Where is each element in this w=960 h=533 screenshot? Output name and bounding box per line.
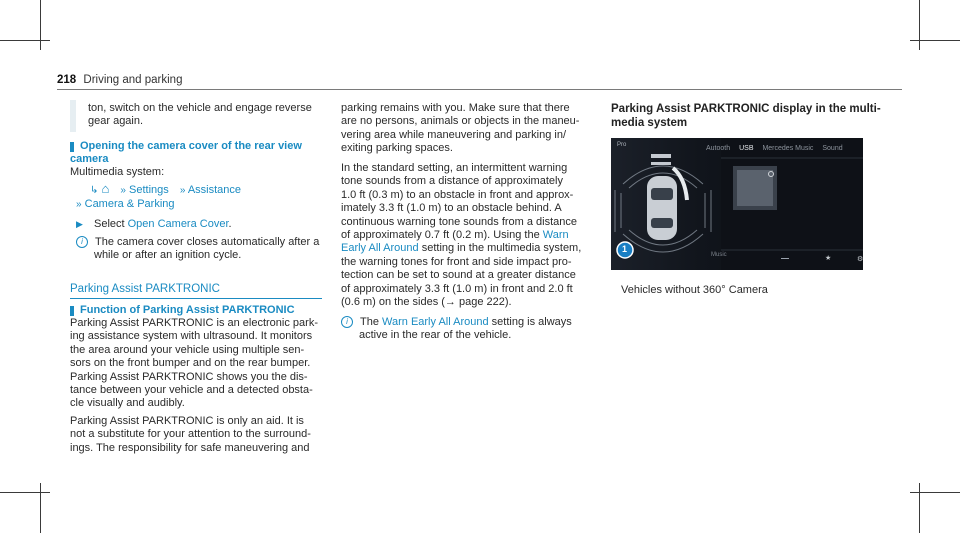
chevron-right-icon: » <box>120 185 126 196</box>
header-rule <box>57 89 902 90</box>
multimedia-screenshot <box>611 138 863 270</box>
continuation-bar <box>70 100 76 132</box>
svg-text:⚙: ⚙ <box>857 255 863 263</box>
tab-usb[interactable]: USB <box>739 145 754 152</box>
heading-function: Function of Parking Assist PARKTRONIC <box>80 304 295 316</box>
multimedia-label: Multimedia system: <box>70 166 165 178</box>
nav-settings[interactable]: Settings <box>129 184 169 196</box>
crop-mark <box>910 40 960 41</box>
crop-mark <box>0 492 50 493</box>
return-arrow-icon: ↳ <box>90 185 99 196</box>
crop-mark <box>40 483 41 533</box>
crop-mark <box>919 483 920 533</box>
select-step: ▶ Select Open Camera Cover. <box>76 218 232 230</box>
tab-bluetooth[interactable]: Autooth <box>706 145 731 152</box>
info-icon: i <box>76 236 88 248</box>
nav-path-1 <box>90 182 241 197</box>
nav-camera-parking[interactable]: Camera & Parking <box>84 198 175 210</box>
nav-path-2 <box>76 198 175 211</box>
page-header <box>57 74 182 86</box>
screen-tabs <box>706 145 843 152</box>
screen-bottom-label: Music <box>711 252 727 258</box>
col1-paragraph-2: Parking Assist PARKTRONIC is only an aid. It is not a substitute for your attention to the surround- ings. The responsibility for safe maneuvering and <box>70 415 311 454</box>
crop-mark <box>0 40 50 41</box>
info-icon: i <box>341 316 353 328</box>
section-parktronic: Parking Assist PARKTRONIC <box>70 283 220 295</box>
heading-camera-cover: Opening the camera cover of the rear view <box>80 140 302 152</box>
heading-marker <box>70 142 74 152</box>
col1-paragraph-1: Parking Assist PARKTRONIC is an electronic park- ing assistance system with ultrasound. It monitors the area around your vehicle using multiple sen- sors on the front bumper and on the rear bumper. Parking Assist PARKTRONIC shows you the dis- tance between your vehicle and a detected obsta- cle visually and audibly. <box>70 317 318 410</box>
page-number: 218 <box>57 74 77 86</box>
heading-marker <box>70 306 74 316</box>
open-camera-cover-link[interactable]: Open Camera Cover <box>127 218 229 230</box>
callout-number: 1 <box>622 244 628 254</box>
crop-mark <box>919 0 920 50</box>
section-rule <box>70 298 322 299</box>
note-camera: i The camera cover closes automatically after a while or after an ignition cycle. <box>76 236 319 263</box>
tab-sound[interactable]: Sound <box>822 145 843 152</box>
warn-early-link[interactable]: Early All Around <box>341 242 419 255</box>
warn-early-all-around-link[interactable]: Warn Early All Around <box>382 316 489 328</box>
car-icon <box>647 176 677 240</box>
col2-paragraph-1: parking remains with you. Make sure that there are no persons, animals or objects in the maneu- vering area while maneuvering and parking in/ exiting parking spaces. <box>341 102 580 155</box>
crop-mark <box>910 492 960 493</box>
figure-caption: Vehicles without 360° Camera <box>621 284 768 296</box>
display-heading: Parking Assist PARKTRONIC display in the multi- media system <box>611 103 881 129</box>
tab-mercedes-music[interactable]: Mercedes Music <box>762 145 814 152</box>
chevron-right-icon: » <box>76 199 82 210</box>
col1-intro: ton, switch on the vehicle and engage reverse gear again. <box>88 102 312 128</box>
svg-text:★: ★ <box>825 254 832 262</box>
parktronic-display <box>611 138 863 270</box>
col2-paragraph-2: In the standard setting, an intermittent warning tone sounds from a distance of approximately 1.0 ft (0.3 m) to an obstacle in front and approx- imately 3.3 ft (1.0 m) to an obstacle behind. A continuous warning tone sounds from a distance of approximately 0.7 ft (0.2 m). Using the Warn Early All Around setting in the multimedia system, the warning tones for front and side impact pro- tection can be set to sound at a greater distance of approximately 3.3 ft (1.0 m) in front and 2.0 ft (0.6 m) on the sides (→ page 222). <box>341 162 582 309</box>
step-arrow-icon: ▶ <box>76 219 83 229</box>
crop-mark <box>40 0 41 50</box>
home-icon[interactable]: ⌂ <box>101 181 110 196</box>
note-warn-early: i The Warn Early All Around setting is always active in the rear of the vehicle. <box>341 316 572 343</box>
nav-assistance[interactable]: Assistance <box>187 184 242 196</box>
section-title: Driving and parking <box>83 74 183 86</box>
chevron-right-icon: » <box>179 185 186 196</box>
warn-link[interactable]: Warn <box>542 229 569 242</box>
screen-side-label: Pro <box>617 142 627 148</box>
